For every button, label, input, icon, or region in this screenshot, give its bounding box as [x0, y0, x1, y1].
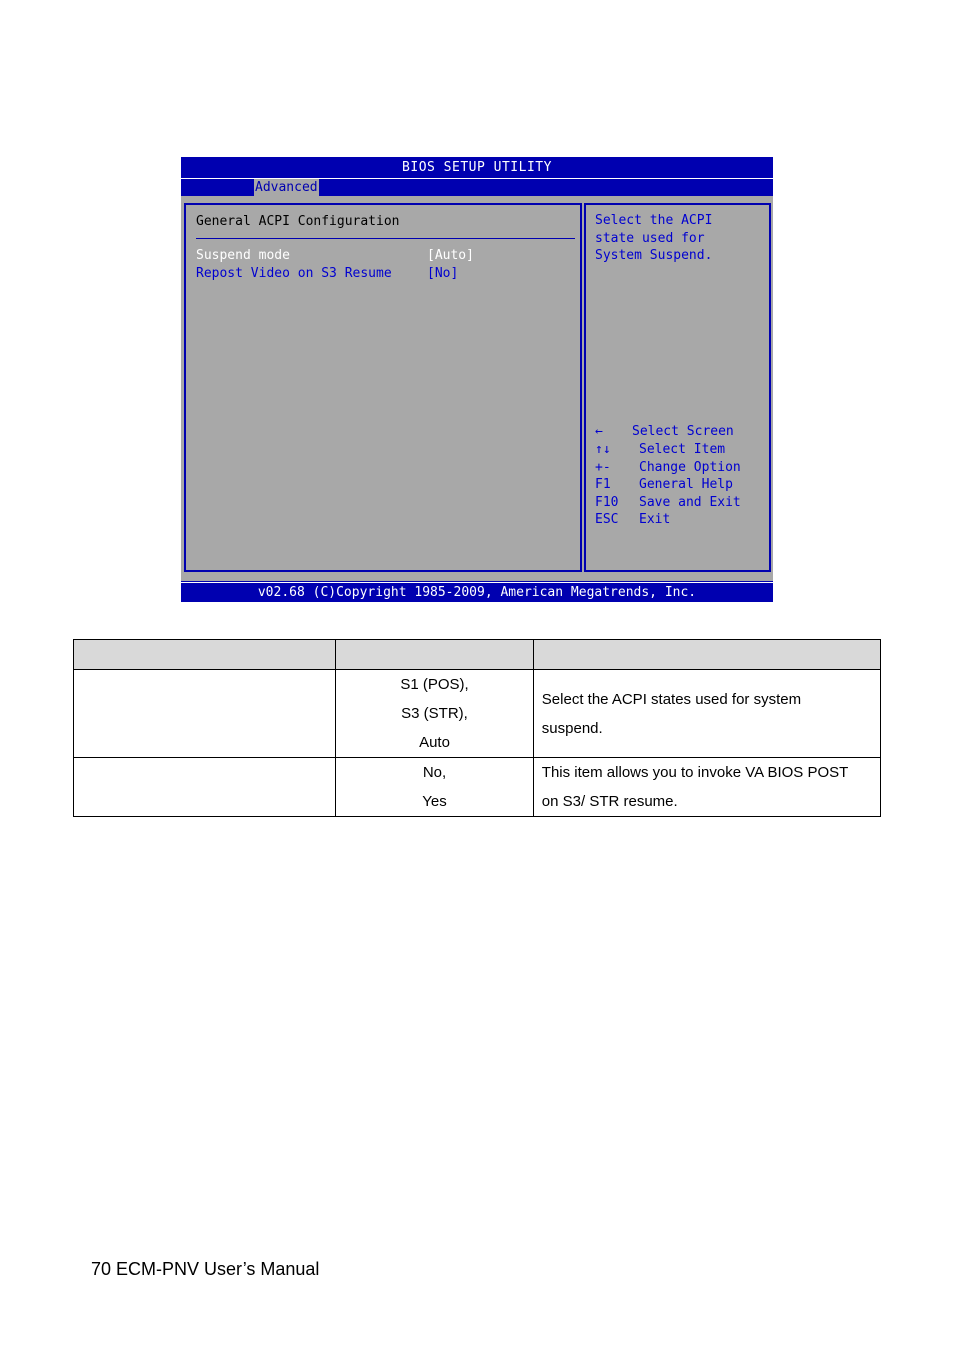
bios-screenshot [181, 157, 773, 602]
key-desc: Select Item [639, 442, 726, 457]
bios-title: BIOS SETUP UTILITY [402, 160, 552, 175]
option-suspend-mode[interactable] [196, 248, 566, 266]
description-line: This item allows you to invoke VA BIOS POST [541, 764, 849, 781]
key-legend-row [595, 512, 765, 530]
table-header-row [74, 640, 881, 670]
key-legend-row [595, 442, 765, 460]
key-desc: Save and Exit [639, 495, 741, 510]
option-value: [No] [427, 266, 459, 281]
table-cell [74, 758, 336, 817]
key-desc: Exit [639, 512, 671, 527]
key-esc: ESC [595, 512, 619, 527]
value-line: S1 (POS), [400, 676, 469, 693]
options-panel [184, 203, 582, 572]
help-text-line: Select the ACPI [595, 213, 713, 228]
bios-menubar [181, 178, 773, 196]
table-header-cell [336, 640, 534, 670]
table-cell [74, 670, 336, 758]
table-header-cell [533, 640, 880, 670]
key-left-arrow: ← [595, 424, 603, 439]
key-plus-minus: +- [595, 460, 611, 475]
key-legend-row [595, 495, 765, 513]
table-row [74, 670, 881, 758]
option-label: Suspend mode [196, 248, 290, 263]
help-panel [584, 203, 771, 572]
tab-advanced[interactable]: Advanced [255, 180, 318, 195]
key-desc: General Help [639, 477, 733, 492]
table-cell-values [336, 670, 534, 758]
bios-copyright: v02.68 (C)Copyright 1985-2009, American Megatrends, Inc. [181, 582, 773, 603]
section-divider [196, 238, 575, 239]
key-updown-arrows: ↑↓ [595, 442, 611, 457]
page-footer: 70 ECM-PNV User’s Manual [91, 1259, 320, 1279]
table-cell-description [533, 670, 880, 758]
value-line: Auto [419, 734, 450, 751]
key-desc: Change Option [639, 460, 741, 475]
help-text-line: state used for [595, 231, 705, 246]
table-row [74, 758, 881, 817]
description-line: on S3/ STR resume. [541, 793, 678, 810]
key-f1: F1 [595, 477, 611, 492]
table-cell-values [336, 758, 534, 817]
options-table [73, 639, 881, 817]
bios-main-area [181, 196, 773, 581]
table-cell-description [533, 758, 880, 817]
key-legend-row [595, 460, 765, 478]
option-label: Repost Video on S3 Resume [196, 266, 392, 281]
option-repost-video[interactable] [196, 266, 566, 284]
key-legend-row [595, 477, 765, 495]
key-legend-row [595, 424, 765, 442]
table-header-cell [74, 640, 336, 670]
description-line: suspend. [541, 719, 603, 737]
key-f10: F10 [595, 495, 619, 510]
help-text-line: System Suspend. [595, 248, 713, 263]
value-line: Yes [422, 793, 447, 810]
section-title: General ACPI Configuration [196, 214, 400, 229]
description-line: Select the ACPI states used for system [541, 690, 802, 708]
value-line: S3 (STR), [401, 705, 468, 722]
option-value: [Auto] [427, 248, 474, 263]
key-desc: Select Screen [632, 424, 734, 439]
value-line: No, [422, 764, 447, 781]
